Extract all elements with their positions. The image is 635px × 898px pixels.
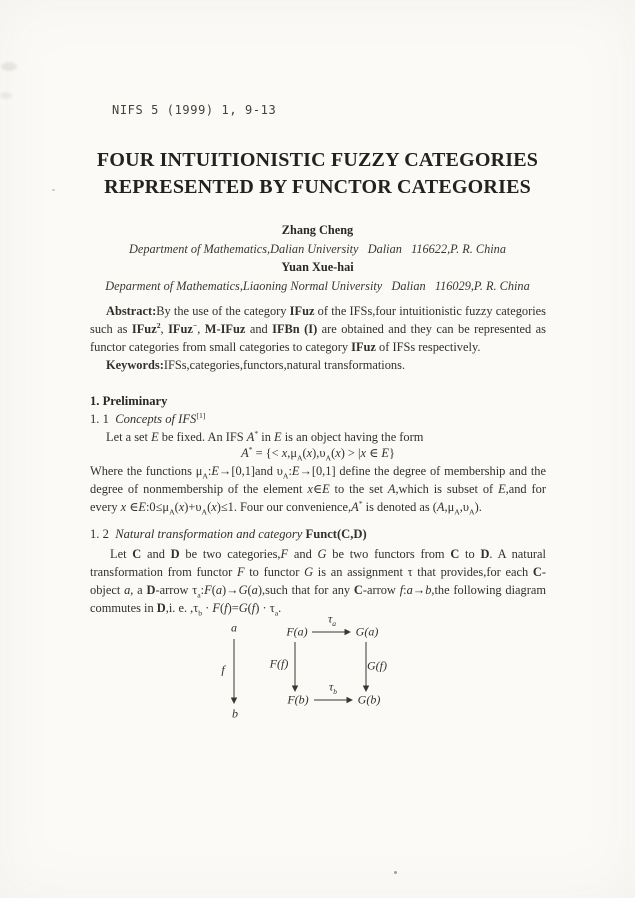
scan-artifact: [394, 871, 397, 874]
paragraph-ifs-definition: Let a set E be fixed. An IFS A* in E is an object having the form: [106, 428, 424, 444]
author-name-1: Zhang Cheng: [281, 223, 354, 237]
paragraph-natural-transformation: Let C and D be two categories,F and G be two functors from C to D. A natural transformation from functor F to functor G is an assignment τ that provides,for each C-object a, a D-arrow $\tau_a:F(a)\to G(a),such$ that for any C-arrow f:a→b,the following diagram commutes in D,i. e. $,\tau_b \cdot F(f)=G(f) \cdot \tau_a$.: [90, 547, 547, 618]
paper-title: [0, 147, 635, 201]
diagram-node-b: b: [232, 706, 238, 721]
keywords-line: Keywords:IFSs,categories,functors,natural transformations.: [106, 357, 406, 372]
paragraph-membership: Where the functions $\mu_A:E\to[0,1]and$ $\upsilon_A:E\to[0,1]$ define the degree of membership and the degree of nonmembership of the element x∈E to the set A,which is subset of E,and for every x $\in E:0\le\mu_A(x)+\upsilon_A(x)\le 1$. Four our convenience,A* is denoted as $(A,\mu_A,\upsilon_A)$.: [90, 464, 546, 517]
diagram-label-tau-b: $\tau_b$: [328, 679, 338, 696]
section-1-1-heading: 1. 1 Concepts of IFS[1]: [90, 410, 206, 426]
author-block: [0, 221, 635, 295]
commutative-diagram: [178, 612, 470, 724]
diagram-node-G-b: G(b): [357, 692, 381, 707]
author-affiliation-2: Deparment of Mathematics,Liaoning Normal University Dalian 116029,P. R. China: [105, 278, 530, 293]
scan-artifact: [1, 62, 17, 71]
title-line-2: REPRESENTED BY FUNCTOR CATEGORIES: [104, 176, 531, 198]
diagram-label-F-f: F(f): [269, 656, 289, 671]
title-line-1: FOUR INTUITIONISTIC FUZZY CATEGORIES: [96, 149, 539, 171]
section-1-heading: 1. Preliminary: [90, 394, 168, 408]
diagram-node-F-b: F(b): [287, 692, 309, 707]
section-1-2-heading: 1. 2 Natural transformation and category Funct(C,D): [90, 527, 367, 541]
diagram-label-G-f: G(f): [367, 658, 387, 673]
scan-artifact: [0, 92, 12, 99]
formula-ifs: A* = {< $x,\mu_A(x),\upsilon_A(x) > |x$ ∈ E}: [241, 444, 395, 463]
diagram-label-tau-a: $\tau_a$: [327, 611, 337, 628]
journal-header: NIFS 5 (1999) 1, 9-13: [112, 103, 277, 117]
abstract-paragraph: Abstract:By the use of the category IFuz of the IFSs,four intuitionistic fuzzy categories such as IFuz$^2$, IFuz−, M-IFuz and IFBn (I) are obtained and they can be represented as functor categories from small categories to category IFuz of IFSs respectively.: [90, 304, 546, 354]
diagram-node-F-a: F(a): [286, 624, 308, 639]
author-affiliation-1: Department of Mathematics,Dalian University Dalian 116622,P. R. China: [129, 241, 506, 256]
author-name-2: Yuan Xue-hai: [281, 260, 354, 274]
diagram-node-a: a: [231, 620, 237, 635]
diagram-node-G-a: G(a): [355, 624, 379, 639]
diagram-label-f: f: [221, 662, 225, 677]
abstract-section: [90, 303, 546, 375]
